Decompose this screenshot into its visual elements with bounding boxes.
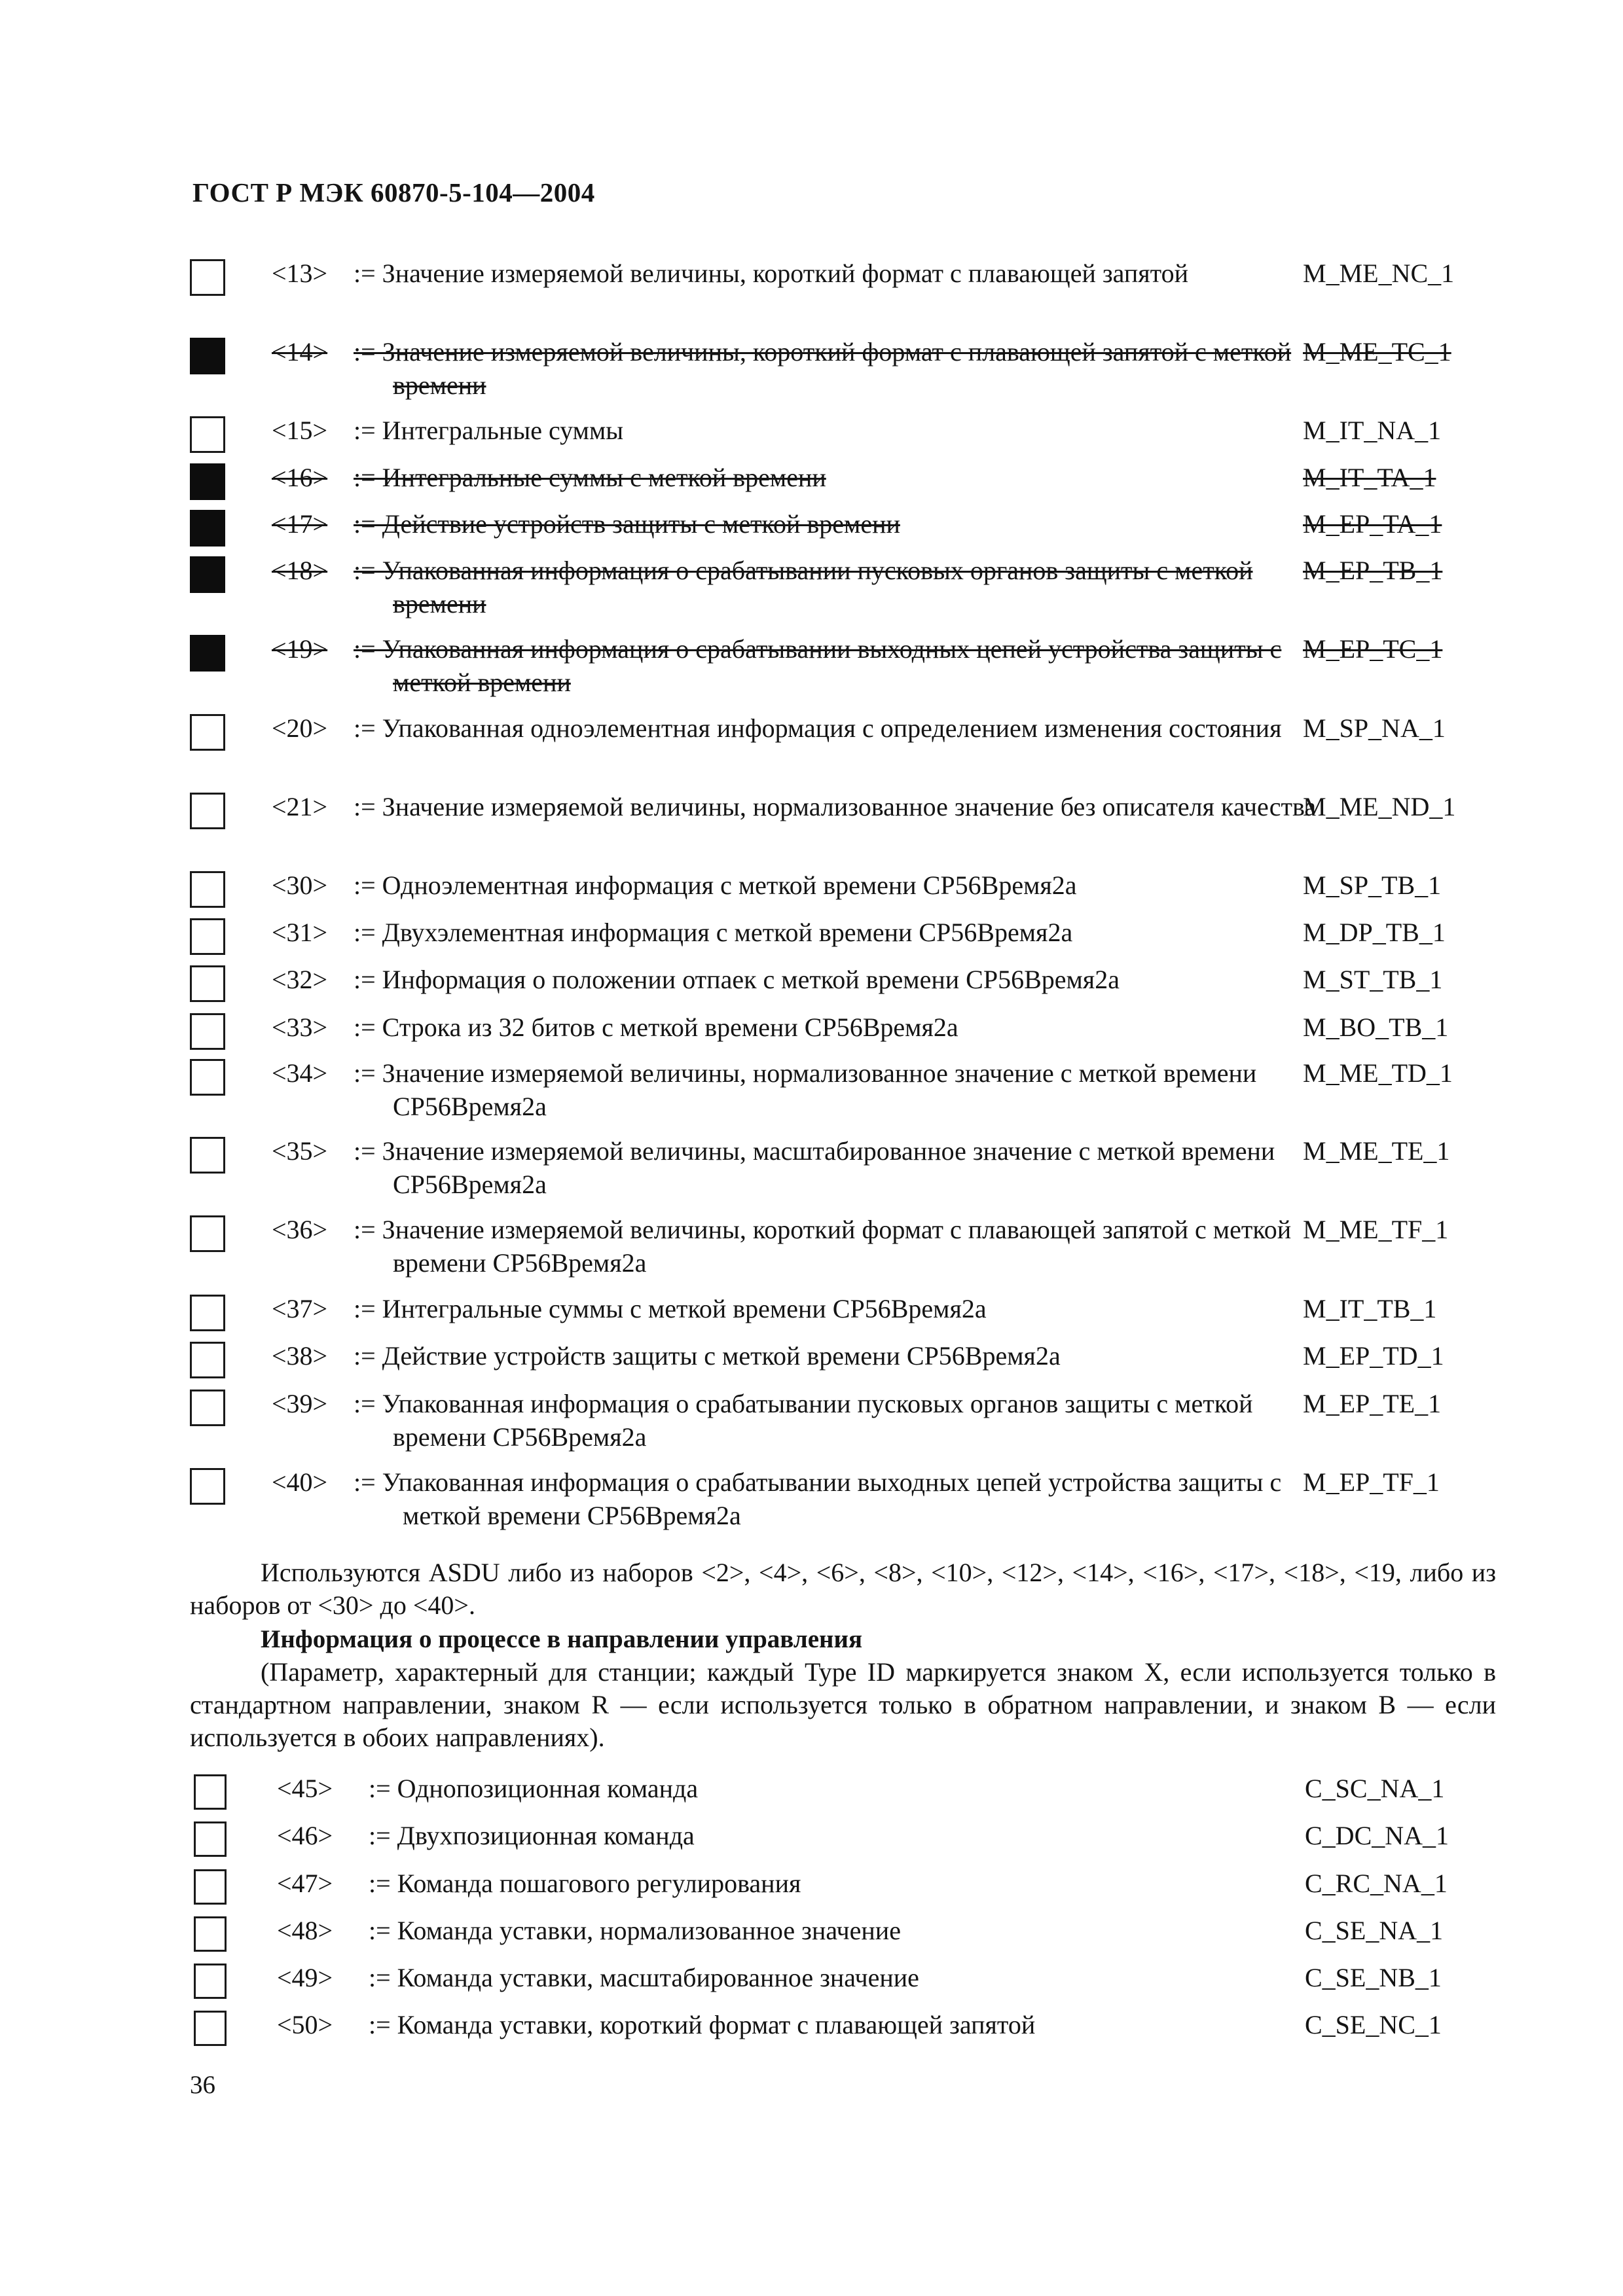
type-checkbox[interactable] (190, 635, 225, 672)
type-description: := Двухэлементная информация с меткой времени CP56Время2а (354, 918, 1073, 947)
type-code: M_IT_TA_1 (1303, 463, 1436, 492)
type-id: <33> (272, 1013, 328, 1042)
type-code: M_EP_TD_1 (1303, 1341, 1444, 1371)
control-direction-title: Информация о процессе в направлении управления (261, 1625, 863, 1653)
type-code: M_ME_TC_1 (1303, 337, 1451, 367)
type-id: <18> (272, 556, 328, 585)
type-description: := Упакованная информация о срабатывании выходных цепей устройства защиты с меткой времени CP56Время2а (354, 1467, 1282, 1530)
type-description: := Информация о положении отпаек с меткой времени CP56Время2а (354, 965, 1120, 994)
type-description: := Значение измеряемой величины, короткий формат с плавающей запятой (354, 259, 1189, 288)
type-id: <35> (272, 1136, 328, 1166)
type-id: <34> (272, 1058, 328, 1088)
type-id: <46> (277, 1821, 333, 1850)
page-number: 36 (190, 2071, 215, 2099)
type-id: <19> (272, 634, 328, 664)
page-header: ГОСТ Р МЭК 60870-5-104—2004 (192, 177, 595, 207)
type-description: := Значение измеряемой величины, короткий формат с плавающей запятой с меткой времени CP56Время2а (354, 1215, 1292, 1278)
type-description: := Команда уставки, короткий формат с плавающей запятой (369, 2010, 1036, 2039)
type-checkbox[interactable] (190, 1215, 225, 1252)
type-checkbox[interactable] (190, 1342, 225, 1378)
type-checkbox[interactable] (190, 1295, 225, 1331)
type-description: := Команда уставки, масштабированное значение (369, 1963, 919, 1992)
type-description: := Команда уставки, нормализованное значение (369, 1916, 901, 1945)
type-description: := Упакованная информация о срабатывании пусковых органов защиты с меткой времени CP56Время2а (354, 1389, 1253, 1452)
type-code: C_SE_NA_1 (1305, 1916, 1444, 1945)
type-id: <16> (272, 463, 328, 492)
type-id: <47> (277, 1869, 333, 1898)
type-checkbox[interactable] (190, 1390, 225, 1426)
type-id: <31> (272, 918, 328, 947)
type-description: := Интегральные суммы с меткой времени (354, 463, 826, 492)
type-checkbox[interactable] (190, 1059, 225, 1096)
type-id: <40> (272, 1467, 328, 1497)
type-code: M_BO_TB_1 (1303, 1013, 1449, 1042)
type-id: <14> (272, 337, 328, 367)
type-checkbox[interactable] (194, 1774, 227, 1810)
type-checkbox[interactable] (190, 1013, 225, 1050)
type-description: := Действие устройств защиты с меткой времени (354, 509, 900, 539)
type-id: <49> (277, 1963, 333, 1992)
type-description: := Значение измеряемой величины, короткий формат с плавающей запятой с меткой времени (354, 337, 1292, 400)
type-checkbox[interactable] (190, 1137, 225, 1174)
type-checkbox[interactable] (190, 510, 225, 547)
type-checkbox[interactable] (190, 463, 225, 500)
type-id: <20> (272, 713, 328, 743)
type-code: M_ME_TE_1 (1303, 1136, 1450, 1166)
type-checkbox[interactable] (190, 965, 225, 1002)
type-description: := Упакованная информация о срабатывании выходных цепей устройства защиты с меткой времени (354, 634, 1282, 697)
type-code: M_SP_TB_1 (1303, 870, 1442, 900)
type-id: <39> (272, 1389, 328, 1418)
type-description: := Строка из 32 битов с меткой времени CP56Время2а (354, 1013, 958, 1042)
type-checkbox[interactable] (190, 338, 225, 374)
type-code: M_EP_TB_1 (1303, 556, 1443, 585)
type-description: := Значение измеряемой величины, нормализованное значение без описателя качества (354, 792, 1317, 821)
type-checkbox[interactable] (190, 793, 225, 829)
type-id: <15> (272, 416, 328, 445)
type-description: := Значение измеряемой величины, нормализованное значение с меткой времени CP56Время2а (354, 1058, 1257, 1121)
type-description: := Упакованная информация о срабатывании пусковых органов защиты с меткой времени (354, 556, 1253, 619)
type-code: M_SP_NA_1 (1303, 713, 1446, 743)
type-description: := Однопозиционная команда (369, 1774, 699, 1803)
type-id: <30> (272, 870, 328, 900)
type-checkbox[interactable] (194, 1869, 227, 1905)
type-code: C_SC_NA_1 (1305, 1774, 1445, 1803)
type-checkbox[interactable] (190, 918, 225, 955)
type-id: <48> (277, 1916, 333, 1945)
asdu-note-paragraph: Используются ASDU либо из наборов <2>, <4>, <6>, <8>, <10>, <12>, <14>, <16>, <17>, <18>, <19, либо из наборов от <30> до <40>. (190, 1558, 1496, 1620)
type-checkbox[interactable] (194, 1916, 227, 1952)
type-id: <50> (277, 2010, 333, 2039)
type-code: M_IT_NA_1 (1303, 416, 1442, 445)
type-code: C_RC_NA_1 (1305, 1869, 1448, 1898)
type-id: <37> (272, 1294, 328, 1323)
type-description: := Значение измеряемой величины, масштабированное значение с меткой времени CP56Время2а (354, 1136, 1275, 1199)
type-description: := Интегральные суммы (354, 416, 624, 445)
type-checkbox[interactable] (190, 1468, 225, 1505)
type-checkbox[interactable] (194, 1821, 227, 1857)
type-description: := Одноэлементная информация с меткой времени CP56Время2а (354, 870, 1077, 900)
type-checkbox[interactable] (194, 2011, 227, 2046)
type-code: M_ME_TF_1 (1303, 1215, 1449, 1244)
type-checkbox[interactable] (190, 556, 225, 593)
type-id: <32> (272, 965, 328, 994)
type-code: M_ME_NC_1 (1303, 259, 1455, 288)
type-id: <45> (277, 1774, 333, 1803)
type-code: C_SE_NB_1 (1305, 1963, 1442, 1992)
type-code: M_EP_TF_1 (1303, 1467, 1440, 1497)
type-code: C_SE_NC_1 (1305, 2010, 1442, 2039)
type-checkbox[interactable] (190, 871, 225, 908)
type-description: := Интегральные суммы с меткой времени CP56Время2а (354, 1294, 987, 1323)
type-description: := Команда пошагового регулирования (369, 1869, 801, 1898)
control-direction-note: (Параметр, характерный для станции; каждый Type ID маркируется знаком X, если используется только в стандартном направлении, знаком R — если используется только в обратном направлении, и знаком B — если используется в обоих направлениях). (190, 1657, 1496, 1752)
type-code: C_DC_NA_1 (1305, 1821, 1450, 1850)
type-checkbox[interactable] (190, 714, 225, 751)
type-code: M_EP_TE_1 (1303, 1389, 1442, 1418)
type-code: M_ST_TB_1 (1303, 965, 1443, 994)
type-description: := Двухпозиционная команда (369, 1821, 695, 1850)
type-checkbox[interactable] (190, 416, 225, 453)
type-id: <38> (272, 1341, 328, 1371)
type-code: M_EP_TC_1 (1303, 634, 1443, 664)
type-id: <17> (272, 509, 328, 539)
type-description: := Действие устройств защиты с меткой времени CP56Время2а (354, 1341, 1061, 1371)
type-id: <36> (272, 1215, 328, 1244)
type-description: := Упакованная одноэлементная информация с определением изменения состояния (354, 713, 1282, 743)
type-id: <13> (272, 259, 328, 288)
type-code: M_ME_ND_1 (1303, 792, 1456, 821)
type-checkbox[interactable] (194, 1964, 227, 1999)
type-code: M_IT_TB_1 (1303, 1294, 1437, 1323)
type-id: <21> (272, 792, 328, 821)
type-code: M_DP_TB_1 (1303, 918, 1446, 947)
type-code: M_EP_TA_1 (1303, 509, 1442, 539)
type-code: M_ME_TD_1 (1303, 1058, 1453, 1088)
type-checkbox[interactable] (190, 259, 225, 296)
